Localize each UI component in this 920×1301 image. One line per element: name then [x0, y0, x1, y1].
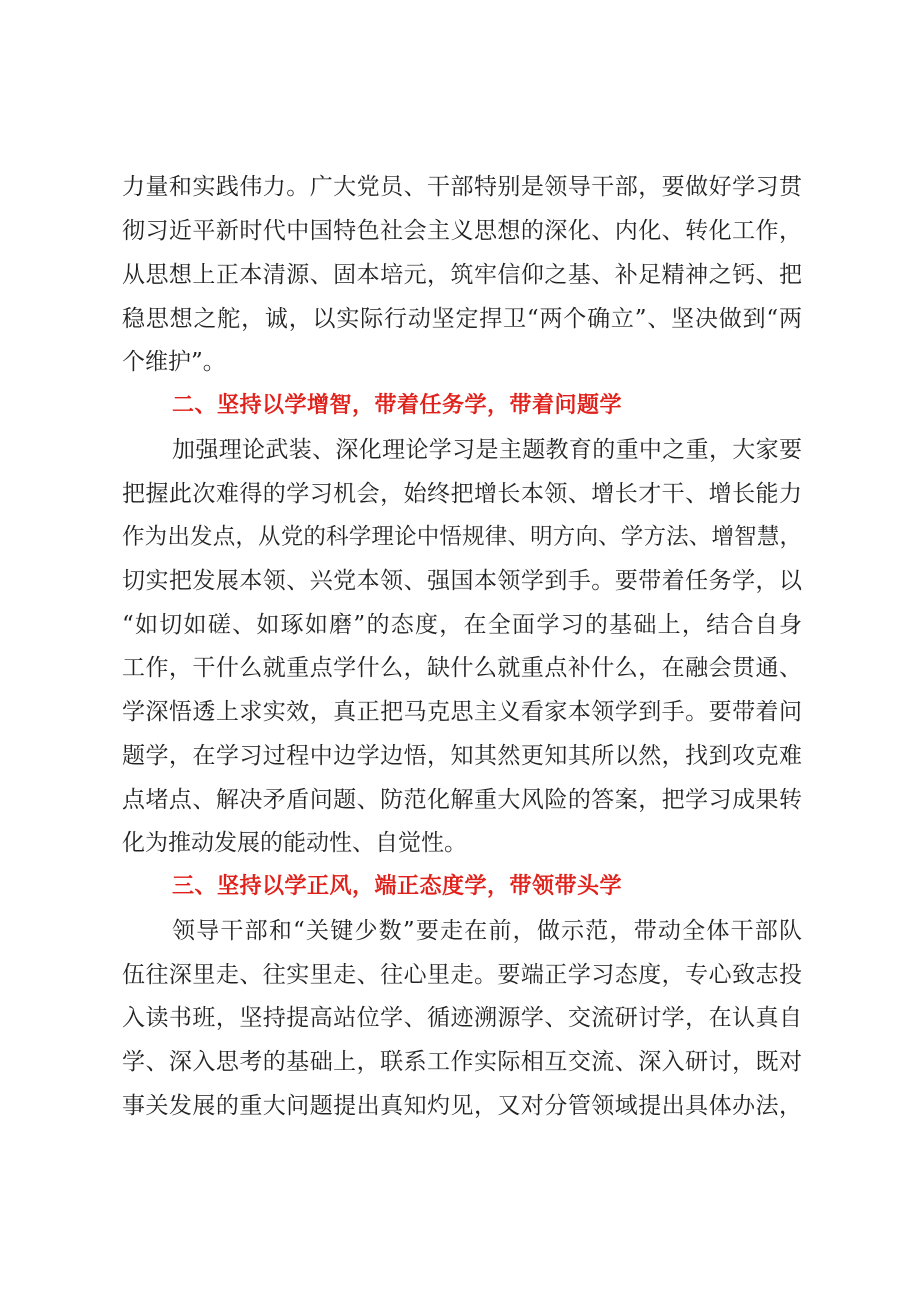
section-heading-3: 三、坚持以学正风，端正态度学，带领带头学 [172, 874, 623, 899]
paragraph-line: 力量和实践伟力。广大党员、干部特别是领导干部，要做好学习贯 [122, 174, 802, 200]
paragraph-line: 切实把发展本领、兴党本领、强国本领学到手。要带着任务学，以 [122, 568, 802, 594]
paragraph-line: 彻习近平新时代中国特色社会主义思想的深化、内化、转化工作， [122, 218, 802, 244]
paragraph-line: 入读书班，坚持提高站位学、循迹溯源学、交流研讨学，在认真自 [122, 1005, 802, 1031]
paragraph-line: 工作，干什么就重点学什么，缺什么就重点补什么，在融会贯通、 [122, 655, 802, 681]
paragraph-line: 领导干部和“关键少数”要走在前，做示范，带动全体干部队 [172, 918, 802, 944]
paragraph-line: 学深悟透上求实效，真正把马克思主义看家本领学到手。要带着问 [122, 699, 802, 725]
paragraph-line: 作为出发点，从党的科学理论中悟规律、明方向、学方法、增智慧， [122, 524, 802, 550]
paragraph-line: 题学，在学习过程中边学边悟，知其然更知其所以然，找到攻克难 [122, 743, 802, 769]
paragraph-line: 事关发展的重大问题提出真知灼见，又对分管领域提出具体办法， [122, 1093, 802, 1119]
paragraph-line: 个维护”。 [122, 349, 226, 375]
paragraph-line: 加强理论武装、深化理论学习是主题教育的重中之重，大家要 [172, 437, 802, 463]
paragraph-line: 从思想上正本清源、固本培元，筑牢信仰之基、补足精神之钙、把 [122, 262, 802, 288]
paragraph-line: “如切如磋、如琢如磨”的态度，在全面学习的基础上，结合自身 [122, 612, 802, 638]
paragraph-line: 点堵点、解决矛盾问题、防范化解重大风险的答案，把学习成果转 [122, 787, 802, 813]
paragraph-line: 化为推动发展的能动性、自觉性。 [122, 830, 467, 856]
section-heading-2: 二、坚持以学增智，带着任务学，带着问题学 [172, 393, 623, 418]
paragraph-line: 把握此次难得的学习机会，始终把增长本领、增长才干、增长能力 [122, 481, 802, 507]
paragraph-line: 伍往深里走、往实里走、往心里走。要端正学习态度，专心致志投 [122, 962, 802, 988]
paragraph-line: 学、深入思考的基础上，联系工作实际相互交流、深入研讨，既对 [122, 1049, 802, 1075]
paragraph-line: 稳思想之舵，诚，以实际行动坚定捍卫“两个确立”、坚决做到“两 [122, 306, 802, 332]
